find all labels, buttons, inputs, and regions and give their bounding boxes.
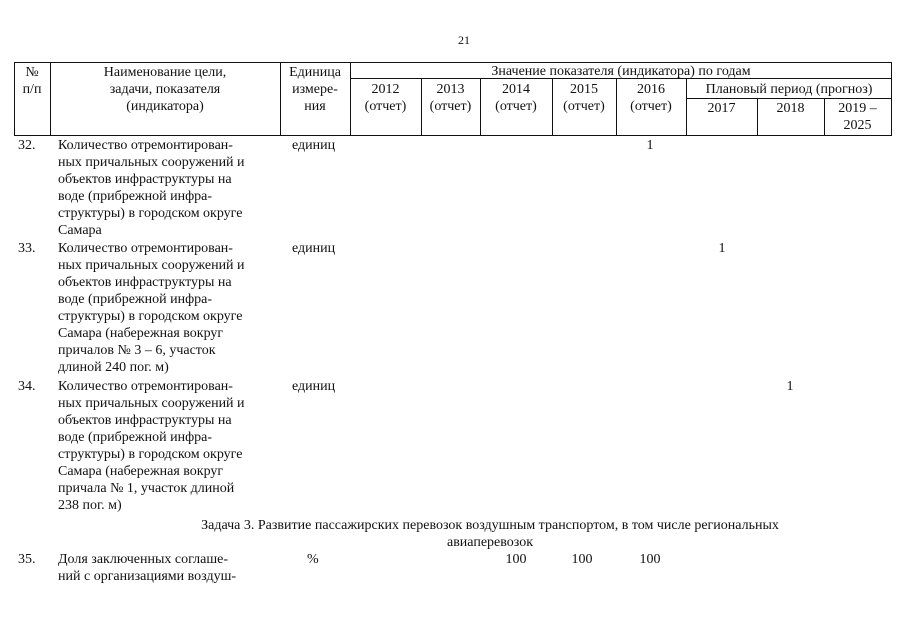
row-value: 1	[786, 379, 794, 394]
task-heading: Задача 3. Развитие пассажирских перевозок воздушным транспортом, в том числе региональных авиаперевозок	[201, 518, 779, 550]
header-no: № п/п	[22, 65, 42, 97]
header-year-2012: 2012 (отчет)	[364, 82, 407, 114]
row-description: Количество отремонтирован- ных причальных сооружений и объектов инфраструктуры на воде (прибрежной инфра- структуры) в городском округе Самара (набережная вокруг причала № 1, участок длиной 238 пог. м)	[58, 379, 245, 513]
header-unit: Единица измере- ния	[289, 65, 341, 114]
row-description: Количество отремонтирован- ных причальных сооружений и объектов инфраструктуры на воде (прибрежной инфра- структуры) в городском округе Самара	[58, 138, 245, 238]
row-value: 1	[646, 138, 654, 153]
header-year-2018: 2018	[776, 101, 805, 116]
row-unit: единиц	[292, 138, 336, 153]
header-name: Наименование цели, задачи, показателя (индикатора)	[103, 65, 227, 114]
row-description: Доля заключенных соглаше- ний с организациями воздуш-	[58, 552, 237, 584]
header-values-title: Значение показателя (индикатора) по годам	[491, 64, 751, 79]
row-value: 1	[718, 241, 726, 256]
header-year-2017: 2017	[707, 101, 736, 116]
table-header	[14, 62, 892, 136]
row-value-2015: 100	[571, 552, 593, 567]
row-value-2016: 100	[639, 552, 661, 567]
row-number: 32.	[18, 138, 36, 153]
row-description: Количество отремонтирован- ных причальных сооружений и объектов инфраструктуры на воде (прибрежной инфра- структуры) в городском округе Самара (набережная вокруг причалов № 3 – 6, участок длиной 240 пог. м)	[58, 241, 245, 375]
row-number: 34.	[18, 379, 36, 394]
row-number: 35.	[18, 552, 36, 567]
header-year-2019-2025: 2019 – 2025	[838, 101, 877, 133]
header-year-2014: 2014 (отчет)	[495, 82, 537, 114]
row-unit: единиц	[292, 379, 336, 394]
header-year-2013: 2013 (отчет)	[429, 82, 472, 114]
page-number: 21	[458, 33, 470, 47]
header-planned-title: Плановый период (прогноз)	[705, 82, 873, 97]
header-year-2016: 2016 (отчет)	[630, 82, 672, 114]
row-unit: единиц	[292, 241, 336, 256]
row-unit: %	[307, 552, 319, 567]
row-number: 33.	[18, 241, 36, 256]
header-year-2015: 2015 (отчет)	[563, 82, 605, 114]
row-value-2014: 100	[505, 552, 527, 567]
